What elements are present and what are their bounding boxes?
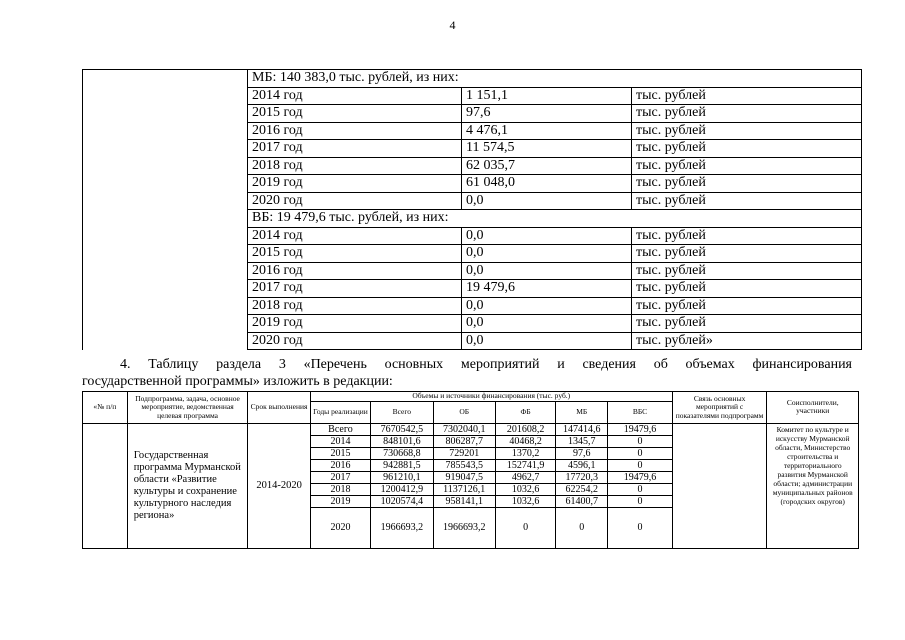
cell-value: 62 035,7 [462,157,632,175]
cell-unit: тыс. рублей [632,157,862,175]
cell-vbs: 19479,6 [608,471,673,483]
funding-years-table [82,69,862,350]
indicator-link-cell [672,423,767,548]
cell-value: 19 479,6 [462,280,632,298]
cell-value: 0,0 [462,332,632,350]
cell-total: 730668,8 [371,447,433,459]
cell-value: 0,0 [462,227,632,245]
cell-ob: 1966693,2 [433,507,495,548]
cell-value: 0,0 [462,315,632,333]
cell-total: 848101,6 [371,435,433,447]
cell-mb: 1345,7 [556,435,608,447]
empty-label-cell [83,70,248,350]
cell-vbs: 0 [608,459,673,471]
cell-mb: 97,6 [556,447,608,459]
header-fb: ФБ [495,401,555,423]
cell-year: 2015 [310,447,370,459]
row-number-cell [83,423,128,548]
cell-year: 2016 [310,459,370,471]
cell-unit: тыс. рублей [632,105,862,123]
cell-vbs: 0 [608,495,673,507]
cell-total: 7670542,5 [371,423,433,435]
header-num: «№ п/п [83,392,128,424]
cell-fb: 0 [495,507,555,548]
header-ob: ОБ [433,401,495,423]
instruction-paragraph [82,356,852,390]
cell-unit: тыс. рублей [632,227,862,245]
cell-unit: тыс. рублей [632,175,862,193]
cell-year: Всего [310,423,370,435]
cell-year: 2019 год [248,315,462,333]
main-activities-table [82,391,859,549]
cell-ob: 919047,5 [433,471,495,483]
cell-fb: 152741,9 [495,459,555,471]
cell-vbs: 19479,6 [608,423,673,435]
cell-ob: 729201 [433,447,495,459]
cell-mb: 17720,3 [556,471,608,483]
cell-year: 2015 год [248,245,462,263]
cell-vbs: 0 [608,435,673,447]
cell-unit: тыс. рублей [632,262,862,280]
cell-year: 2016 год [248,122,462,140]
cell-value: 4 476,1 [462,122,632,140]
co-executors: Комитет по культуре и искусству Мурманской области, Министерство строительства и территориального развития Мурманской области; администрации муниципальных районов (городских округов) [767,423,859,548]
program-name: Государственная программа Мурманской области «Развитие культуры и сохранение культурного наследия региона» [127,423,248,548]
cell-value: 0,0 [462,297,632,315]
cell-unit: тыс. рублей [632,315,862,333]
cell-year: 2018 год [248,157,462,175]
cell-value: 97,6 [462,105,632,123]
cell-fb: 1032,6 [495,495,555,507]
cell-total: 1966693,2 [371,507,433,548]
cell-unit: тыс. рублей [632,122,862,140]
cell-mb: 0 [556,507,608,548]
cell-mb: 147414,6 [556,423,608,435]
cell-year: 2014 [310,435,370,447]
program-term: 2014-2020 [248,423,310,548]
section-header: МБ: 140 383,0 тыс. рублей, из них: [248,70,862,88]
cell-ob: 1137126,1 [433,483,495,495]
financing-table [82,391,859,549]
cell-year: 2018 год [248,297,462,315]
cell-total: 1200412,9 [371,483,433,495]
section-header: ВБ: 19 479,6 тыс. рублей, из них: [248,210,862,228]
cell-value: 61 048,0 [462,175,632,193]
cell-fb: 201608,2 [495,423,555,435]
cell-ob: 806287,7 [433,435,495,447]
paragraph-line-2: государственной программы» изложить в редакции: [82,374,393,389]
cell-unit: тыс. рублей» [632,332,862,350]
cell-year: 2014 год [248,227,462,245]
cell-mb: 61400,7 [556,495,608,507]
cell-year: 2017 год [248,140,462,158]
cell-ob: 785543,5 [433,459,495,471]
cell-total: 961210,1 [371,471,433,483]
cell-year: 2017 год [248,280,462,298]
cell-year: 2016 год [248,262,462,280]
cell-unit: тыс. рублей [632,245,862,263]
cell-year: 2020 [310,507,370,548]
cell-value: 0,0 [462,262,632,280]
cell-vbs: 0 [608,483,673,495]
cell-year: 2018 [310,483,370,495]
cell-vbs: 0 [608,447,673,459]
cell-fb: 4962,7 [495,471,555,483]
cell-mb: 4596,1 [556,459,608,471]
cell-fb: 40468,2 [495,435,555,447]
cell-ob: 958141,1 [433,495,495,507]
header-co: Соисполнители, участники [767,392,859,424]
cell-unit: тыс. рублей [632,140,862,158]
cell-fb: 1032,6 [495,483,555,495]
funding-sources-table [82,69,861,350]
cell-value: 0,0 [462,192,632,210]
cell-year: 2015 год [248,105,462,123]
cell-total: 942881,5 [371,459,433,471]
cell-fb: 1370,2 [495,447,555,459]
paragraph-line-1: 4. Таблицу раздела 3 «Перечень основных мероприятий и сведения об объемах финансирования [120,357,852,372]
cell-year: 2014 год [248,87,462,105]
header-link: Связь основных мероприятий с показателями подпрограмм [672,392,767,424]
header-term: Срок выполнения [248,392,310,424]
cell-unit: тыс. рублей [632,280,862,298]
table-row [83,423,859,435]
cell-value: 11 574,5 [462,140,632,158]
cell-unit: тыс. рублей [632,192,862,210]
cell-vbs: 0 [608,507,673,548]
page-number: 4 [449,18,456,32]
header-total: Всего [371,401,433,423]
cell-unit: тыс. рублей [632,297,862,315]
cell-ob: 7302040,1 [433,423,495,435]
header-funding: Объемы и источники финансирования (тыс. руб.) [310,392,672,402]
cell-total: 1020574,4 [371,495,433,507]
cell-year: 2019 год [248,175,462,193]
cell-year: 2020 год [248,192,462,210]
header-vbs: ВБС [608,401,673,423]
cell-mb: 62254,2 [556,483,608,495]
section-header-row [83,70,862,88]
cell-unit: тыс. рублей [632,87,862,105]
cell-year: 2017 [310,471,370,483]
header-program: Подпрограмма, задача, основное мероприятие, ведомственная целевая программа [127,392,248,424]
cell-value: 0,0 [462,245,632,263]
cell-year: 2019 [310,495,370,507]
header-years: Годы реализации [310,401,370,423]
header-mb: МБ [556,401,608,423]
cell-value: 1 151,1 [462,87,632,105]
cell-year: 2020 год [248,332,462,350]
